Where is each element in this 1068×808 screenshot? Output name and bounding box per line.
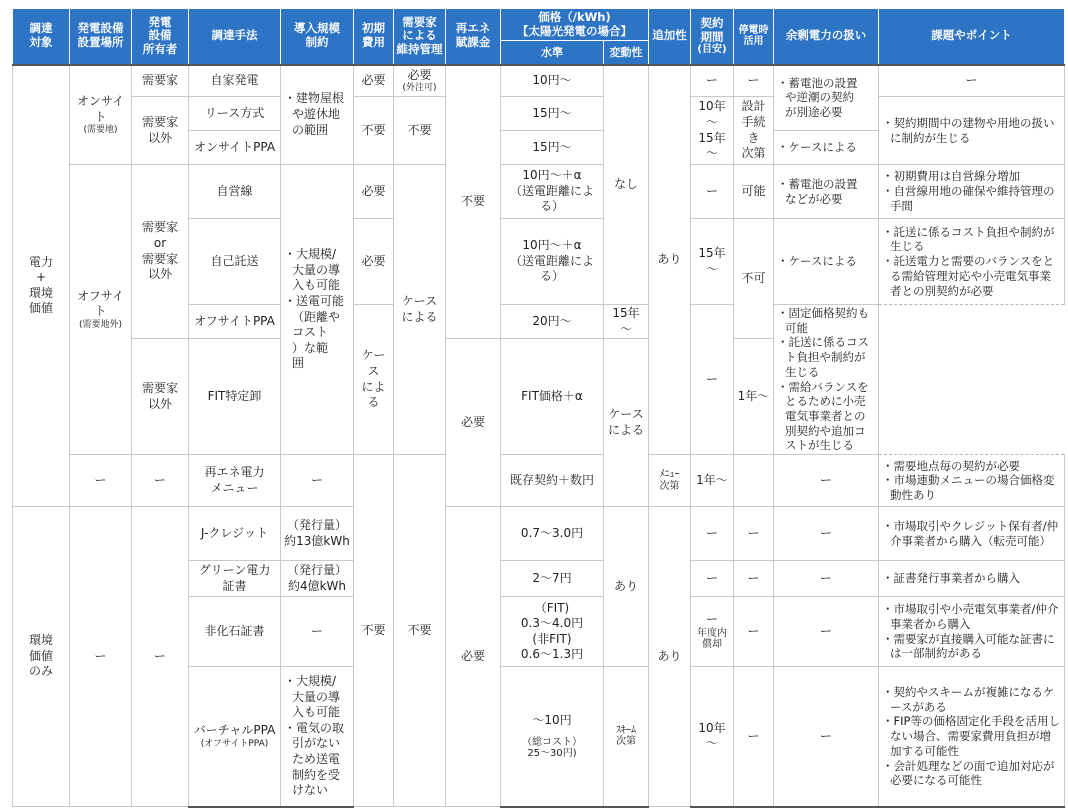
additionality-env: あり (649, 507, 691, 807)
additionality-menu: ﾒﾆｭｰ 次第 (649, 455, 691, 507)
maint-self: 必要 (外注可) (394, 65, 446, 97)
variability-env: あり (604, 507, 649, 667)
table-row (13, 97, 1065, 131)
header-term: 契約 期間 (目安) (691, 9, 734, 65)
issues-self: ー (879, 65, 1065, 97)
surplus-nonfossil: ー (774, 597, 879, 667)
variability-fixed: なし (604, 65, 649, 305)
outage-self: ー (734, 65, 774, 97)
init-cost-env: 不要 (354, 455, 394, 807)
header-additionality: 追加性 (649, 9, 691, 65)
outage-jcredit: ー (734, 507, 774, 561)
maint-onsite: 不要 (394, 97, 446, 165)
header-maint: 需要家 による 維持管理 (394, 9, 446, 65)
surplus-self-wheeling: ・ケースによる (774, 219, 879, 305)
variability-case: ケース による (604, 339, 649, 507)
init-cost-offsite: ケース による (354, 305, 394, 455)
issues-nonfossil: ・市場取引や小売電気事業者/仲介事業者から購入 ・需要家が直接購入可能な証書には一部制約がある (879, 597, 1065, 667)
maint-env: 不要 (394, 455, 446, 807)
header-surplus: 余剰電力の扱い (774, 9, 879, 65)
method-private-line: 自営線 (189, 165, 281, 219)
header-issues: 課題やポイント (879, 9, 1065, 65)
method-fit-wholesale: FIT特定卸 (189, 339, 281, 455)
price-virtual-ppa: ～10円 （総コスト） 25～30円) (501, 667, 604, 807)
price-onsite-ppa: 15円～ (501, 131, 604, 165)
price-green: 2～7円 (501, 561, 604, 597)
group-power: 電力 + 環境 価値 (13, 65, 70, 507)
price-self: 10円～ (501, 65, 604, 97)
price-jcredit: 0.7～3.0円 (501, 507, 604, 561)
table-row (13, 507, 1065, 561)
owner-other-onsite: 需要家 以外 (132, 97, 189, 165)
header-levy: 再エネ 賦課金 (446, 9, 501, 65)
issues-jcredit: ・市場取引やクレジット保有者/仲介事業者から購入（転売可能） (879, 507, 1065, 561)
scale-roof: ・建物屋根 や遊休地 の範囲 (281, 65, 354, 165)
method-virtual-ppa: バーチャルPPA (オフサイトPPA) (189, 667, 281, 807)
term-private-line: ー (691, 165, 734, 219)
header-target: 調達 対象 (13, 9, 70, 65)
method-lease: リース方式 (189, 97, 281, 131)
init-cost-self-wheeling: 必要 (354, 219, 394, 305)
issues-green: ・証書発行事業者から購入 (879, 561, 1065, 597)
header-scale: 導入規模 制約 (281, 9, 354, 65)
method-onsite-ppa: オンサイトPPA (189, 131, 281, 165)
price-private-line: 10円～＋α （送電距離によ る） (501, 165, 604, 219)
table-header (13, 9, 1065, 65)
issues-virtual-ppa: ・契約やスキームが複雑になるケースがある ・FIP等の価格固定化手段を活用しない場合、需要家費用負担が増加する可能性 ・会計処理などの面で追加対応が必要になる可能性 (879, 667, 1065, 807)
term-jcredit: ー (691, 507, 734, 561)
scale-menu: ー (281, 455, 354, 507)
owner-env: ー (132, 507, 189, 807)
method-green: グリーン電力 証書 (189, 561, 281, 597)
method-self-wheeling: 自己託送 (189, 219, 281, 305)
header-init-cost: 初期 費用 (354, 9, 394, 65)
issues-private-line: ・初期費用は自営線分増加 ・自営線用地の確保や維持管理の手間 (879, 165, 1065, 219)
surplus-menu: ー (774, 455, 879, 507)
outage-menu (734, 455, 774, 507)
scale-jcredit: （発行量） 約13億kWh (281, 507, 354, 561)
site-env: ー (70, 507, 132, 807)
levy-env: 必要 (446, 507, 501, 807)
init-cost-private-line: 必要 (354, 165, 394, 219)
owner-menu: ー (132, 455, 189, 507)
price-menu: 既存契約＋数円 (501, 455, 604, 507)
table-body (13, 65, 1065, 807)
additionality-power: あり (649, 65, 691, 455)
scale-large-grid: ・大規模/ 大量の導 入も可能 ・送電可能 （距離や コスト ）な範 囲 (281, 165, 354, 455)
term-menu: 1年～ (691, 455, 734, 507)
surplus-private-line: ・蓄電池の設置 などが必要 (774, 165, 879, 219)
header-level: 水準 (501, 41, 604, 65)
outage-green: ー (734, 561, 774, 597)
scale-virtual-ppa: ・大規模/ 大量の導 入も可能 ・電気の取 引がない ため送電 制約を受 けない (281, 667, 354, 807)
table-row (13, 65, 1065, 97)
price-nonfossil: （FIT) 0.3～4.0円 (非FIT) 0.6～1.3円 (501, 597, 604, 667)
outage-nonfossil: ー (734, 597, 774, 667)
group-env-only: 環境 価値 のみ (13, 507, 70, 807)
table-row (13, 455, 1065, 507)
maint-offsite: ケース による (394, 165, 446, 455)
issues-offsite: ・固定価格契約も可能 ・託送に係るコスト負担や制約が生じる ・需給バランスをとるために小売電気事業者との別契約や追加コストが生じる (774, 305, 879, 455)
term-fit-wholesale: 1年～ (734, 339, 774, 455)
header-outage: 停電時 活用 (734, 9, 774, 65)
procurement-comparison-table (12, 8, 1065, 808)
header-owner: 発電 設備 所有者 (132, 9, 189, 65)
surplus-jcredit: ー (774, 507, 879, 561)
surplus-green: ー (774, 561, 879, 597)
scale-green: （発行量） 約4億kWh (281, 561, 354, 597)
surplus-onsite-case: ・ケースによる (774, 131, 879, 165)
outage-virtual-ppa: ー (734, 667, 774, 807)
price-offsite-ppa: 20円～ (501, 305, 604, 339)
table-row (13, 165, 1065, 219)
term-offsite-ppa: 15年 ～ (604, 305, 649, 339)
table-row (13, 339, 1065, 455)
surplus-virtual-ppa: ー (774, 667, 879, 807)
outage-onsite: 設計 手続き 次第 (734, 97, 774, 165)
site-onsite: オンサイト (需要地) (70, 65, 132, 165)
issues-menu: ・需要地点毎の契約が必要 ・市場連動メニューの場合価格変動性あり (879, 455, 1065, 507)
outage-private-line: 可能 (734, 165, 774, 219)
header-price: 価格（/kWh) 【太陽光発電の場合】 (501, 9, 649, 41)
price-lease: 15円～ (501, 97, 604, 131)
method-self-generation: 自家発電 (189, 65, 281, 97)
price-self-wheeling: 10円～＋α （送電距離によ る） (501, 219, 604, 305)
term-self-wheeling: 15年 ～ (691, 219, 734, 305)
method-re-menu: 再エネ電力 メニュー (189, 455, 281, 507)
term-self: ー (691, 65, 734, 97)
term-virtual-ppa: 10年 ～ (691, 667, 734, 807)
method-jcredit: J-クレジット (189, 507, 281, 561)
scale-nonfossil: ー (281, 597, 354, 667)
header-site: 発電設備 設置場所 (70, 9, 132, 65)
site-menu: ー (70, 455, 132, 507)
init-cost-onsite: 不要 (354, 97, 394, 165)
header-variability: 変動性 (604, 41, 649, 65)
issues-onsite: ・契約期間中の建物や用地の扱いに制約が生じる (879, 97, 1065, 165)
surplus-offsite-dash: ー (691, 305, 734, 455)
header-method: 調達手法 (189, 9, 281, 65)
issues-self-wheeling: ・託送に係るコスト負担や制約が生じる ・託送電力と需要のバランスをとる需給管理対応や小売電気事業者との別契約が必要 (879, 219, 1065, 305)
owner-consumer: 需要家 (132, 65, 189, 97)
term-nonfossil: ー 年度内 償却 (691, 597, 734, 667)
term-green: ー (691, 561, 734, 597)
outage-offsite: 不可 (734, 219, 774, 339)
method-offsite-ppa: オフサイトPPA (189, 305, 281, 339)
variability-scheme: ｽｷｰﾑ 次第 (604, 667, 649, 807)
init-cost-self: 必要 (354, 65, 394, 97)
owner-other-offsite: 需要家 以外 (132, 339, 189, 455)
method-nonfossil: 非化石証書 (189, 597, 281, 667)
owner-either: 需要家 or 需要家 以外 (132, 165, 189, 339)
term-onsite: 10年 ～ 15年 ～ (691, 97, 734, 165)
levy-power-onsite: 不要 (446, 65, 501, 339)
levy-power-fit: 必要 (446, 339, 501, 507)
price-fit-wholesale: FIT価格＋α (501, 339, 604, 455)
site-offsite: オフサイト (需要地外) (70, 165, 132, 455)
surplus-onsite-battery: ・蓄電池の設置 や逆潮の契約 が別途必要 (774, 65, 879, 131)
